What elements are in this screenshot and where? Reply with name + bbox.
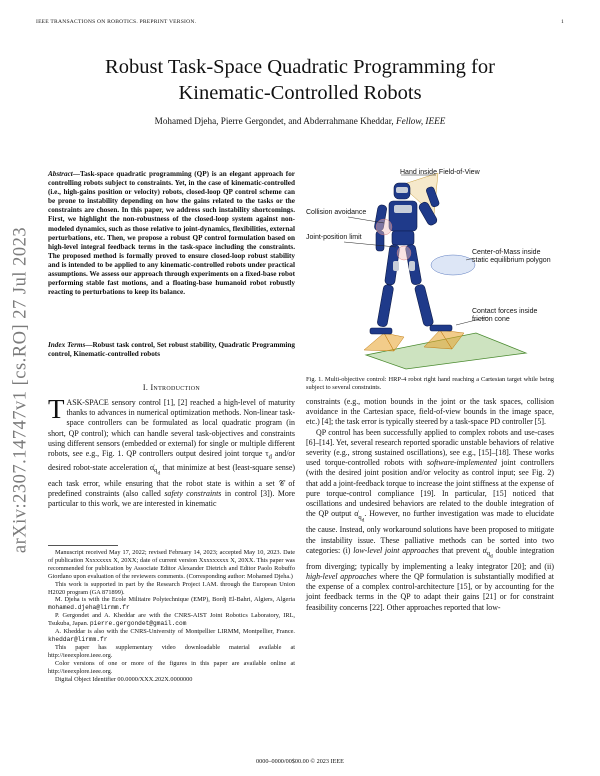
section-heading-introduction: I. Introduction: [142, 383, 201, 392]
page-number: 1: [561, 19, 564, 25]
authors-names: Mohamed Djeha, Pierre Gergondet, and Abderrahmane Kheddar,: [154, 116, 394, 126]
email-gergondet[interactable]: pierre.gergondet@gmail.com: [89, 620, 187, 628]
title-line-1: Robust Task-Space Quadratic Programming for: [105, 56, 495, 78]
footnote-djeha: M. Djeha is with the Ecole Militaire Polytechnique (EMP), Bordj El-Bahri, Algiers, Algeria mohamed.djeha@lirmm.fr: [48, 596, 295, 612]
journal-name: IEEE TRANSACTIONS ON ROBOTICS. PREPRINT VERSION.: [36, 19, 197, 25]
label-contact-forces: Contact forces inside friction cone: [472, 308, 538, 323]
target-ellipse: [431, 255, 475, 275]
running-header: [36, 19, 564, 29]
arxiv-stamp: [6, 190, 36, 590]
footnote-rule: [48, 545, 118, 546]
author-list: [40, 116, 560, 126]
right-column-body: [306, 397, 554, 613]
abstract: [48, 170, 295, 297]
figure-robot: [306, 165, 554, 370]
footnote-kheddar: A. Kheddar is also with the CNRS-University of Montpellier LIRMM, Montpellier, France. kheddar@lirmm.fr: [48, 628, 295, 643]
label-joint-limit: Joint-position limit: [306, 234, 362, 241]
footnote-manuscript: Manuscript received May 17, 2022; revised February 14, 2023; accepted May 10, 2023. Date of publication Xxxxxxxx X, 20XX; date of current version Xxxxxxxxx X, 20XX. This paper was recommended for publication by Associate Editor Alexander Dietrich and Editor Paolo Robuffo Giordano upon evaluation of the reviewers comments. (Corresponding author: Mohamed Djeha.): [48, 549, 295, 580]
email-djeha[interactable]: mohamed.djeha@lirmm.fr: [48, 604, 130, 612]
footnote-funding: This work is supported in part by the Research Project I.AM. through the European Union H2020 program (GA 871899).: [48, 580, 295, 596]
abstract-label: Abstract: [48, 170, 73, 178]
paper-title: [40, 54, 560, 106]
intro-lead: ASK-SPACE: [66, 398, 109, 407]
right-para-continuation: constraints (e.g., motion bounds in the joint or the task spaces, collision avoidance in the Cartesian space, field-of-view bounds in the image space, etc.) [4]; the task error is typically steered by a task-space PD controller [5].: [306, 397, 554, 427]
index-terms: [48, 341, 295, 359]
footnote-supplementary: This paper has supplementary video downloadable material available at http://ieeexplore.ieee.org.: [48, 643, 295, 659]
index-terms-label: Index Terms: [48, 341, 86, 349]
label-collision: Collision avoidance: [306, 209, 367, 216]
figure-caption: Fig. 1. Multi-objective control: HRP-4 robot right hand reaching a Cartesian target while being subject to several constraints.: [306, 376, 554, 392]
dropcap-letter: T: [48, 394, 65, 424]
robot-illustration: [306, 165, 554, 370]
index-terms-text: —Robust task control, Set robust stability, Quadratic Programming control, Kinematic-controlled robots: [48, 341, 296, 359]
copyright-footer: 0000–0000/00$00.00 © 2023 IEEE: [256, 758, 344, 765]
footnote-gk: P. Gergondet and A. Kheddar are with the CNRS-AIST Joint Robotics Laboratory, IRL, Tsukuba, Japan. pierre.gergondet@gmail.com: [48, 612, 295, 628]
email-kheddar[interactable]: kheddar@lirmm.fr: [48, 635, 108, 643]
label-com: Center-of-Mass inside static equilibrium polygon: [472, 249, 551, 264]
footnote-doi: Digital Object Identifier 00.0000/XXX.202X.0000000: [55, 675, 193, 683]
footnote-color: Color versions of one or more of the figures in this paper are available online at http://ieeexplore.ieee.org.: [48, 659, 295, 675]
authors-fellow: Fellow, IEEE: [396, 116, 446, 126]
introduction-body: TASK-SPACE sensory control [1], [2] reached a high-level of maturity thanks to advances in numerical optimization methods. Non-linear task-space controllers can be formulated as local quadratic program (in short, QP control); which can handle several task-objectives and constraints using different sensors (embedded or external) for single or multiple different robots, see e.g., Fig. 1. QP controllers output desired joint torque $\tau_d$ and/or desired robot-state acceleration $\alphȧ_{q_d}$ that minimize at best (least-square sense) each task error, while ensuring that the robot state is within a set 𝒞 of predefined constraints (also called safety constraints in control [3]). More particular to this work, we are interested in kinematic: [48, 394, 295, 509]
footnotes: [48, 549, 295, 683]
label-hand-fov: Hand inside Field-of-View: [400, 169, 480, 176]
title-line-2: Kinematic-Controlled Robots: [178, 82, 422, 104]
abstract-text: —Task-space quadratic programming (QP) is an elegant approach for controlling robots subject to constraints. Yet, in the case of kinematic-controlled (i.e., high-gains position or velocity) robots, closed-loop QP control scheme can be prone to instability depending on how the gains related to the tasks or the constraints are chosen. In this paper, we address such instability shortcomings. First, we highlight the non-robustness of the closed-loop system against non-modeled dynamics, such as those relative to joint-dynamics, flexibilities, external perturbations, etc. Then, we propose a robust QP control formulation based on high-level integral feedback terms in the task-space including the constraints. The proposed method is formally proved to ensure closed-loop robust stability and is intended to be applied to any kinematic-controlled robots under practical assumptions. We assess our approach through experiments on a fixed-base robot performing stable fast motions, and a floating-base humanoid robot robustly reacting to perturbations to keep its balance.: [48, 170, 295, 297]
arxiv-stamp-text: arXiv:2307.14747v1 [cs.RO] 27 Jul 2023: [10, 226, 31, 554]
right-para-qp: QP control has been successfully applied to complex robots and use-cases [6]–[14]. Yet, several research reported sporadic unstable behaviors of relative severity (e.g., strong sustained oscillations), see e.g., [15]–[18]. These works used torque-controlled robots with software-implemented joint controllers (with the desired joint position and/or velocity as control input; see Fig. 2) that add a joint-feedback torque to increase the joint stiffness at the expense of pure torque-control compliance [19]. In particular, [15] noticed that oscillations and undesired behaviors are related to the double integration of the QP output $\alphȧ_{q_d}$. However, no further investigation was made to elucidate the cause. Instead, only workaround solutions have been proposed to mitigate the instability issue. These palliative methods can be sorted into two categories: (i) low-level joint approaches that prevent $\alphȧ_{q_d}$ double integration from diverging; typically by implementing a leaky integrator [20]; and (ii) high-level approaches where the QP formulation is substantially modified at the expense of a complex control-architecture [15], or by accounting for the joint feedback terms in the QP to adapt their gains [21] or for constraint feasibility concerns [22]. Other approaches reported that low-: [306, 427, 555, 612]
